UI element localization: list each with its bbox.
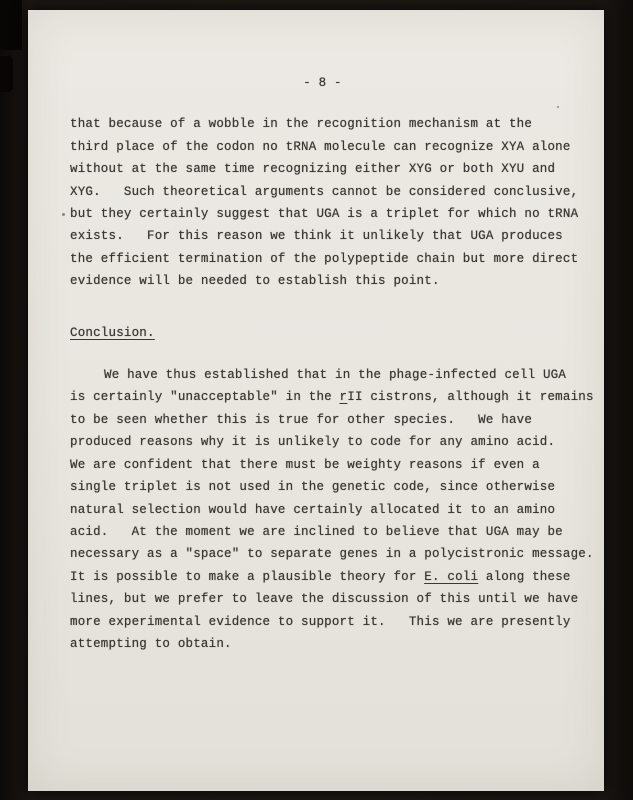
text-line: third place of the codon no tRNA molecule can recognize XYA alone (70, 139, 571, 154)
text-segment: along these (478, 569, 571, 584)
underlined-gene-name: r (339, 390, 348, 405)
ink-speck (62, 213, 65, 216)
text-line: but they certainly suggest that UGA is a triplet for which no tRNA (70, 207, 579, 222)
page-text (70, 72, 594, 655)
text-line: single triplet is not used in the genetic code, since otherwise (70, 480, 556, 495)
text-line: acid. At the moment we are inclined to believe that UGA may be (70, 524, 563, 539)
paper-page (28, 10, 604, 791)
text-line: more experimental evidence to support it. This we are presently (70, 614, 571, 629)
text-line: XYG. Such theoretical arguments cannot be considered conclusive, (70, 184, 579, 199)
text-line (70, 566, 575, 588)
text-line: exists. For this reason we think it unlikely that UGA produces (70, 229, 563, 244)
text-line: attempting to obtain. (70, 636, 232, 651)
binding-mark-top (0, 0, 22, 50)
text-line: without at the same time recognizing either XYG or both XYU and (70, 162, 556, 177)
text-line: produced reasons why it is unlikely to code for any amino acid. (70, 435, 556, 450)
page-number: - 8 - (303, 76, 342, 90)
text-line: We have thus established that in the phage-infected cell UGA (104, 368, 567, 383)
text-segment: It is possible to make a plausible theory for (70, 569, 425, 584)
text-segment: is certainly "unacceptable" in the (70, 390, 340, 405)
underlined-species-name: E. coli (424, 569, 479, 584)
section-heading: Conclusion. (70, 325, 155, 340)
text-line: We are confident that there must be weighty reasons if even a (70, 457, 540, 472)
text-line (70, 386, 594, 408)
text-line: evidence will be needed to establish this point. (70, 274, 440, 289)
text-segment: II cistrons, although it remains (347, 390, 594, 405)
text-line: necessary as a "space" to separate genes in a polycistronic message. (70, 547, 594, 562)
binding-mark-left (0, 56, 13, 92)
text-line: to be seen whether this is true for other species. We have (70, 412, 533, 427)
text-line: that because of a wobble in the recognition mechanism at the (70, 117, 533, 132)
text-line: lines, but we prefer to leave the discussion of this until we have (70, 592, 579, 607)
text-line: natural selection would have certainly allocated it to an amino (70, 502, 556, 517)
text-line: the efficient termination of the polypeptide chain but more direct (70, 251, 579, 266)
